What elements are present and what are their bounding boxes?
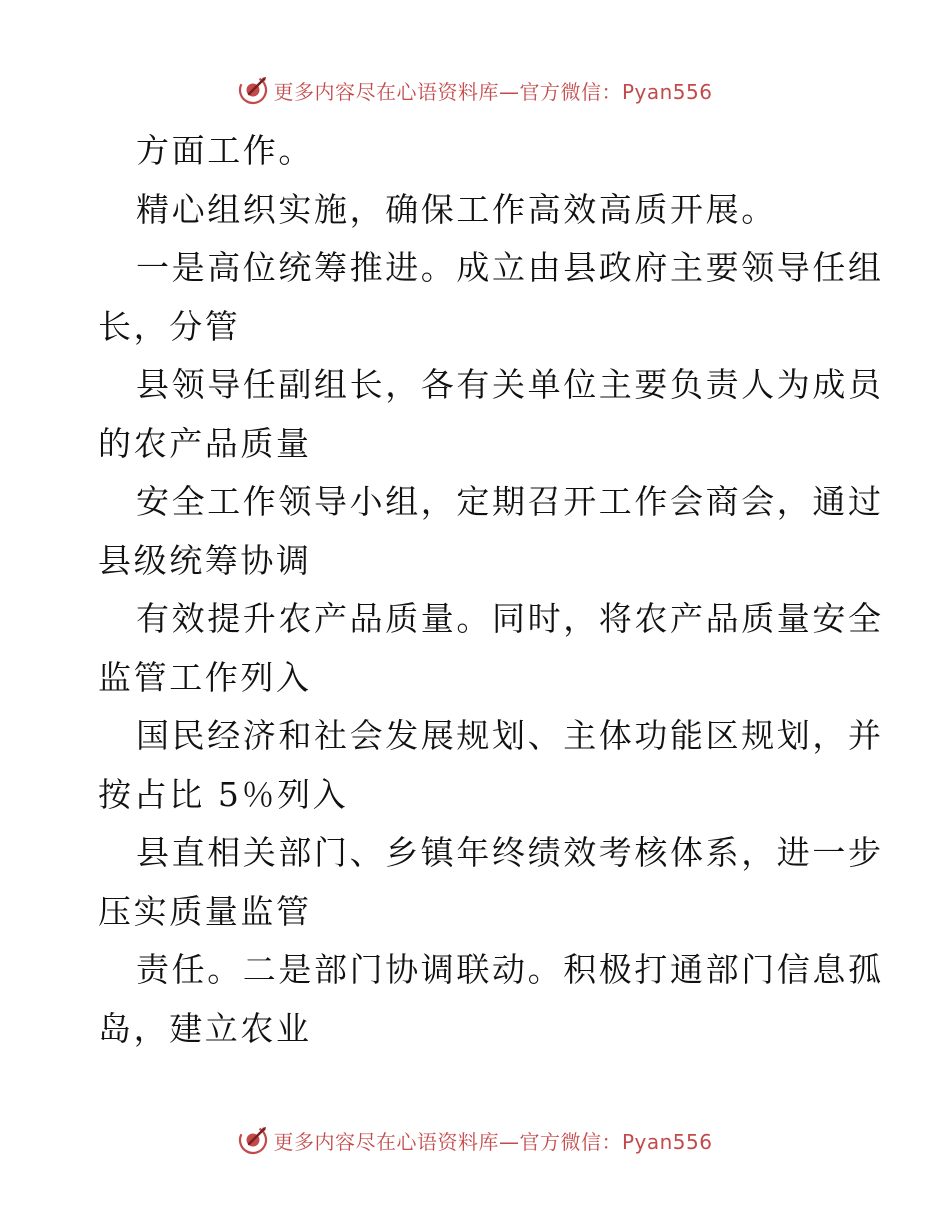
text-line-11: 国民经济和社会发展规划、主体功能区规划，并 [136,716,884,755]
document-body [98,122,884,1058]
text-line-1: 方面工作。 [136,131,314,170]
brand-logo-icon [237,74,269,106]
footer-watermark-banner [0,1120,950,1160]
text-line-5: 县领导任副组长，各有关单位主要负责人为成员 [136,365,884,404]
text-line-3: 一是高位统筹推进。成立由县政府主要领导任组 [136,248,884,287]
text-line-14: 压实质量监管 [98,891,312,931]
text-line-9: 有效提升农产品质量。同时，将农产品质量安全 [136,599,884,638]
text-line-12: 按占比 5％列入 [98,774,349,814]
header-watermark-banner [0,70,950,110]
text-line-10: 监管工作列入 [98,657,312,697]
text-line-7: 安全工作领导小组，定期召开工作会商会，通过 [136,482,884,521]
text-line-16: 岛，建立农业 [98,1008,312,1048]
header-watermark-text: 更多内容尽在心语资料库—官方微信：Pyan556 [273,79,713,104]
text-line-6: 的农产品质量 [98,423,312,463]
text-line-8: 县级统筹协调 [98,540,312,580]
text-line-13: 县直相关部门、乡镇年终绩效考核体系，进一步 [136,833,884,872]
brand-logo-icon [237,1124,269,1156]
text-line-2: 精心组织实施，确保工作高效高质开展。 [136,189,777,229]
text-line-4: 长，分管 [98,306,241,346]
footer-watermark-text: 更多内容尽在心语资料库—官方微信：Pyan556 [273,1129,713,1154]
text-line-15: 责任。二是部门协调联动。积极打通部门信息孤 [136,950,884,989]
